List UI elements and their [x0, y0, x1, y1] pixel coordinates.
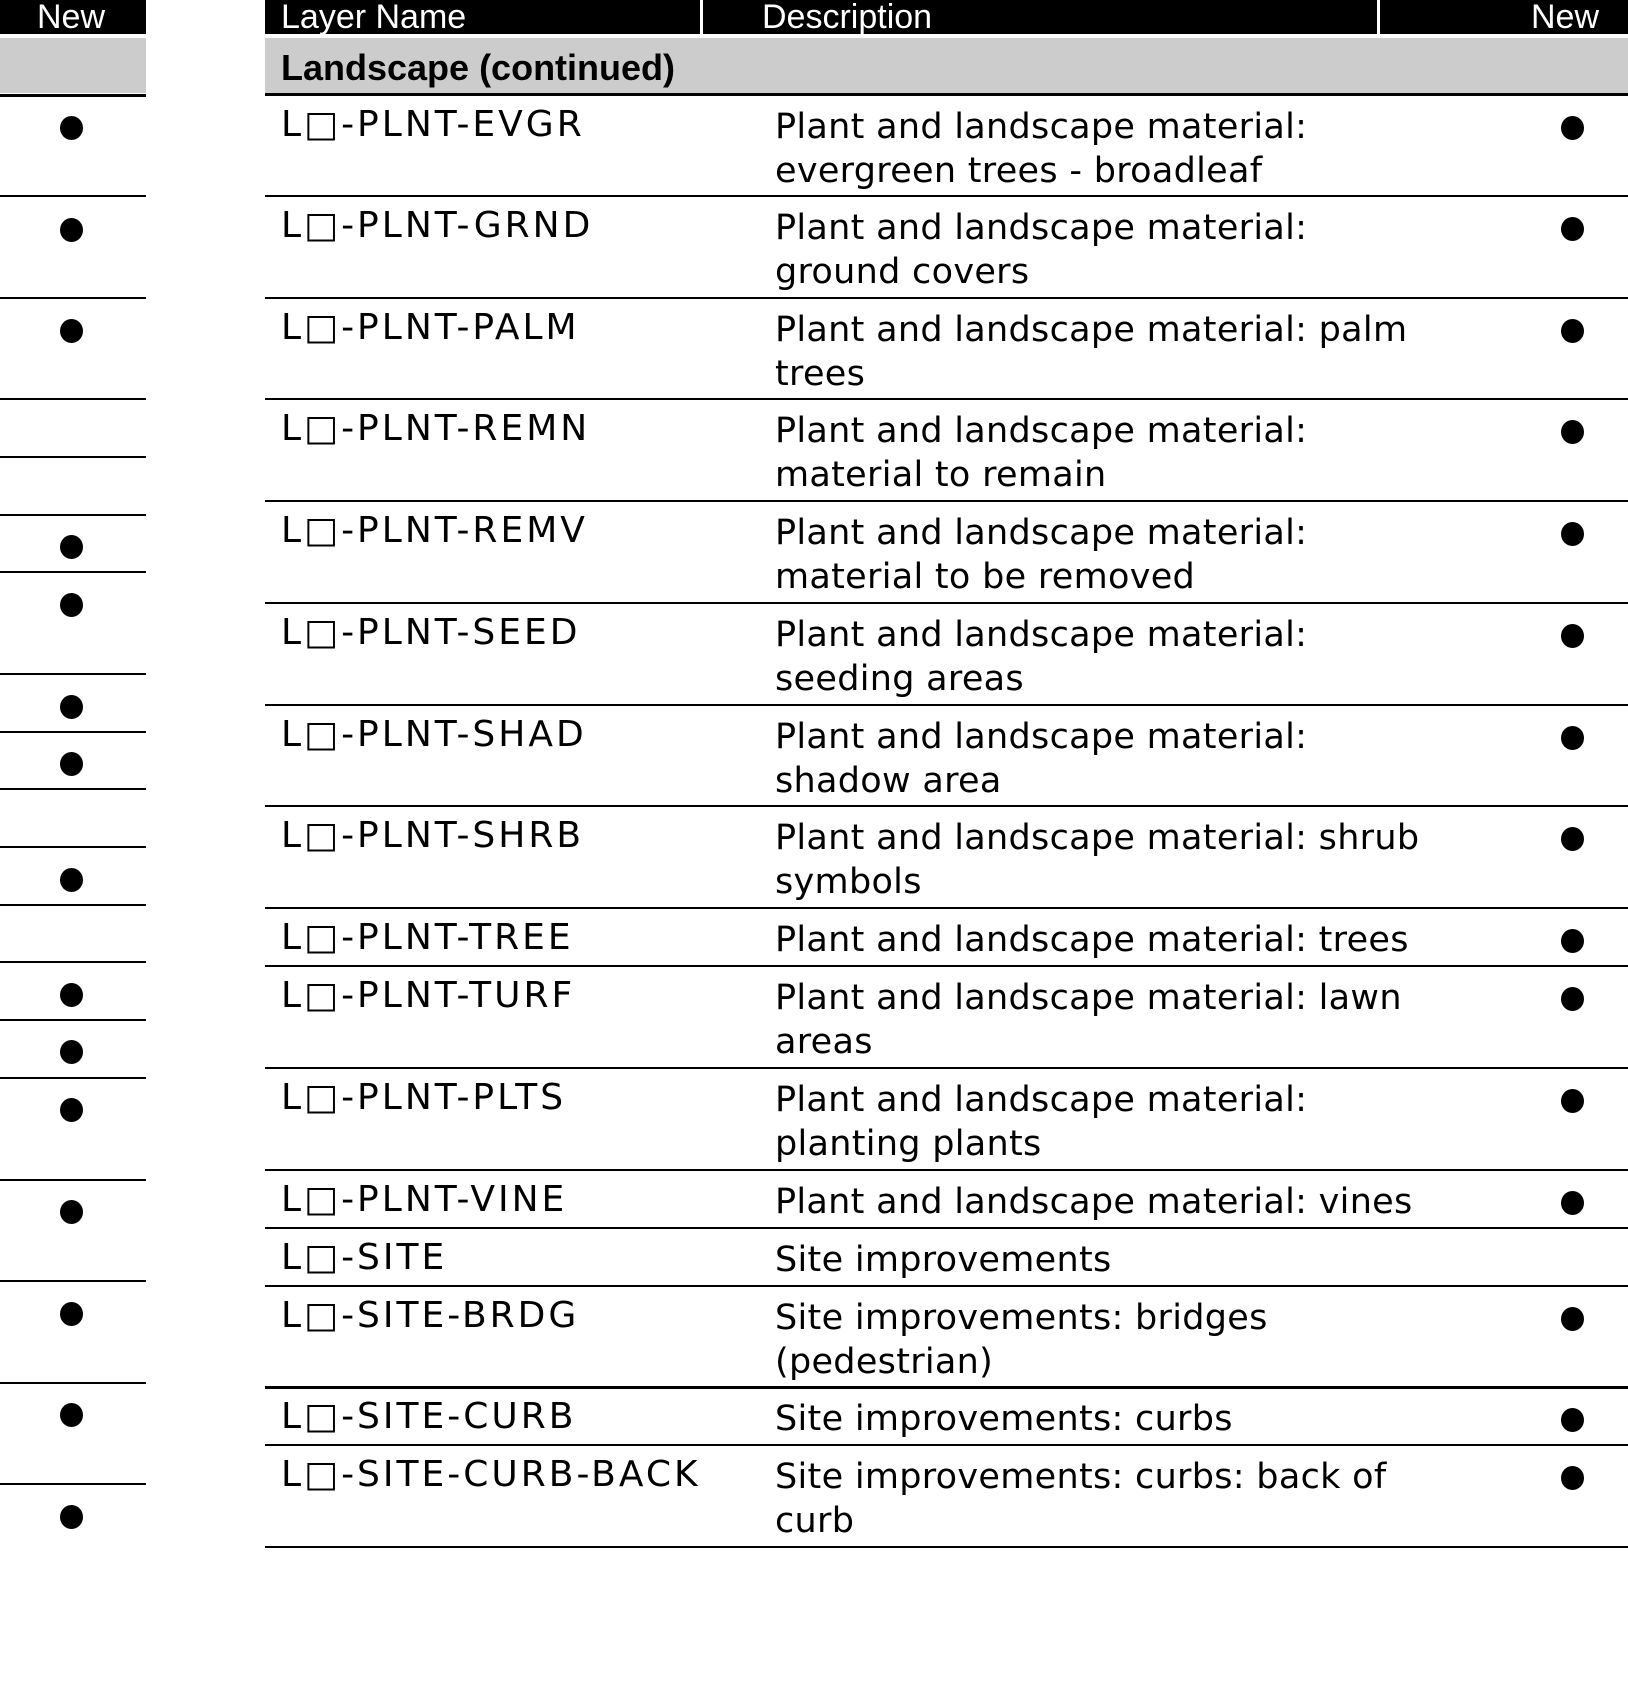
- layer-name-cell: L□-PLNT-VINE: [281, 1179, 568, 1220]
- adjacent-row-divider: [0, 1382, 146, 1384]
- section-header: [265, 38, 1628, 93]
- new-marker-icon: [60, 1098, 83, 1122]
- row-divider: [265, 965, 1628, 967]
- description-cell: Plant and landscape material: shrub symbols: [775, 818, 1420, 902]
- new-marker-icon: [60, 695, 83, 719]
- adjacent-row-divider: [0, 1179, 146, 1181]
- new-marker-icon: [1561, 1089, 1584, 1113]
- new-marker-icon: [60, 983, 83, 1007]
- description-cell: Plant and landscape material: material to be removed: [775, 513, 1308, 597]
- row-divider: [265, 1444, 1628, 1446]
- description-cell: Plant and landscape material: trees: [775, 920, 1409, 960]
- row-divider: [265, 805, 1628, 807]
- header-divider: [700, 0, 703, 34]
- layer-name-cell: L□-PLNT-TREE: [281, 917, 574, 958]
- adjacent-row-divider: [0, 904, 146, 906]
- adjacent-row-divider: [0, 961, 146, 963]
- new-marker-icon: [60, 116, 83, 140]
- row-divider: [265, 1169, 1628, 1171]
- layer-name-cell: L□-PLNT-REMV: [281, 510, 588, 551]
- new-marker-icon: [1561, 522, 1584, 546]
- layer-name-cell: L□-SITE-CURB: [281, 1396, 577, 1437]
- layer-name-cell: L□-SITE-CURB-BACK: [281, 1454, 701, 1495]
- new-marker-icon: [1561, 217, 1584, 241]
- adjacent-row-divider: [0, 1280, 146, 1282]
- new-marker-icon: [60, 868, 83, 892]
- layer-name-cell: L□-PLNT-EVGR: [281, 104, 585, 145]
- adjacent-row-divider: [0, 456, 146, 458]
- row-divider: [265, 195, 1628, 197]
- new-marker-icon: [1561, 1466, 1584, 1490]
- row-divider: [265, 297, 1628, 299]
- layer-name-cell: L□-PLNT-PALM: [281, 307, 580, 348]
- new-marker-icon: [1561, 1191, 1584, 1215]
- row-divider: [265, 1546, 1628, 1548]
- layer-name-cell: L□-PLNT-SHRB: [281, 815, 585, 856]
- new-marker-icon: [1561, 987, 1584, 1011]
- section-bottom-divider: [265, 93, 1628, 96]
- adjacent-row-divider: [0, 1019, 146, 1021]
- section-title: Landscape (continued): [281, 47, 676, 88]
- new-marker-icon: [1561, 624, 1584, 648]
- description-cell: Site improvements: bridges (pedestrian): [775, 1298, 1268, 1382]
- new-marker-icon: [60, 218, 83, 242]
- new-marker-icon: [60, 1200, 83, 1224]
- adjacent-row-divider: [0, 673, 146, 675]
- new-marker-icon: [60, 319, 83, 343]
- new-marker-icon: [1561, 1408, 1584, 1432]
- new-marker-icon: [1561, 420, 1584, 444]
- adjacent-row-divider: [0, 94, 146, 97]
- new-marker-icon: [60, 752, 83, 776]
- description-cell: Plant and landscape material: seeding areas: [775, 615, 1308, 699]
- row-divider: [265, 602, 1628, 604]
- adjacent-new-header-label: New: [36, 0, 106, 36]
- adjacent-row-divider: [0, 788, 146, 790]
- adjacent-row-divider: [0, 297, 146, 299]
- layer-name-cell: L□-PLNT-GRND: [281, 205, 594, 246]
- row-divider: [265, 1285, 1628, 1287]
- layer-name-cell: L□-SITE-BRDG: [281, 1295, 580, 1336]
- description-cell: Plant and landscape material: lawn areas: [775, 978, 1402, 1062]
- adjacent-section-band: [0, 38, 146, 93]
- new-marker-icon: [60, 535, 83, 559]
- adjacent-new-column-header: [0, 0, 146, 36]
- new-marker-icon: [1561, 1307, 1584, 1331]
- adjacent-row-divider: [0, 1077, 146, 1079]
- description-cell: Plant and landscape material: ground covers: [775, 208, 1308, 292]
- new-marker-icon: [60, 1505, 83, 1529]
- new-marker-icon: [60, 1302, 83, 1326]
- row-divider: [265, 704, 1628, 706]
- column-header-description: Description: [762, 0, 933, 36]
- adjacent-row-divider: [0, 195, 146, 197]
- adjacent-row-divider: [0, 571, 146, 573]
- adjacent-row-divider: [0, 731, 146, 733]
- adjacent-row-divider: [0, 514, 146, 516]
- layer-name-cell: L□-PLNT-REMN: [281, 408, 591, 449]
- adjacent-row-divider: [0, 1483, 146, 1485]
- adjacent-table-fragment: [0, 0, 146, 1705]
- adjacent-row-divider: [0, 398, 146, 400]
- adjacent-row-divider: [0, 846, 146, 848]
- new-marker-icon: [1561, 929, 1584, 953]
- row-divider: [265, 1227, 1628, 1229]
- layer-name-cell: L□-PLNT-SHAD: [281, 714, 587, 755]
- description-cell: Plant and landscape material: evergreen trees - broadleaf: [775, 107, 1308, 191]
- row-divider: [265, 500, 1628, 502]
- new-marker-icon: [1561, 726, 1584, 750]
- row-divider: [265, 1067, 1628, 1069]
- layer-name-cell: L□-PLNT-TURF: [281, 975, 576, 1016]
- column-header-layer-name: Layer Name: [281, 0, 467, 36]
- layer-name-cell: L□-PLNT-SEED: [281, 612, 581, 653]
- header-divider: [1377, 0, 1380, 34]
- layer-name-cell: L□-SITE: [281, 1237, 448, 1278]
- description-cell: Site improvements: [775, 1240, 1112, 1280]
- row-divider: [265, 398, 1628, 400]
- new-marker-icon: [1561, 116, 1584, 140]
- description-cell: Plant and landscape material: vines: [775, 1182, 1413, 1222]
- new-marker-icon: [60, 1403, 83, 1427]
- column-header-new: New: [1531, 0, 1600, 36]
- description-cell: Site improvements: curbs: [775, 1399, 1233, 1439]
- description-cell: Plant and landscape material: material to remain: [775, 411, 1308, 495]
- new-marker-icon: [60, 593, 83, 617]
- row-divider: [265, 907, 1628, 909]
- description-cell: Plant and landscape material: planting plants: [775, 1080, 1308, 1164]
- new-marker-icon: [1561, 319, 1584, 343]
- row-divider: [265, 1386, 1628, 1389]
- description-cell: Plant and landscape material: palm trees: [775, 310, 1408, 394]
- description-cell: Plant and landscape material: shadow area: [775, 717, 1308, 801]
- new-marker-icon: [1561, 827, 1584, 851]
- layer-name-cell: L□-PLNT-PLTS: [281, 1077, 567, 1118]
- description-cell: Site improvements: curbs: back of curb: [775, 1457, 1387, 1541]
- table-header: [265, 0, 1628, 36]
- new-marker-icon: [60, 1040, 83, 1064]
